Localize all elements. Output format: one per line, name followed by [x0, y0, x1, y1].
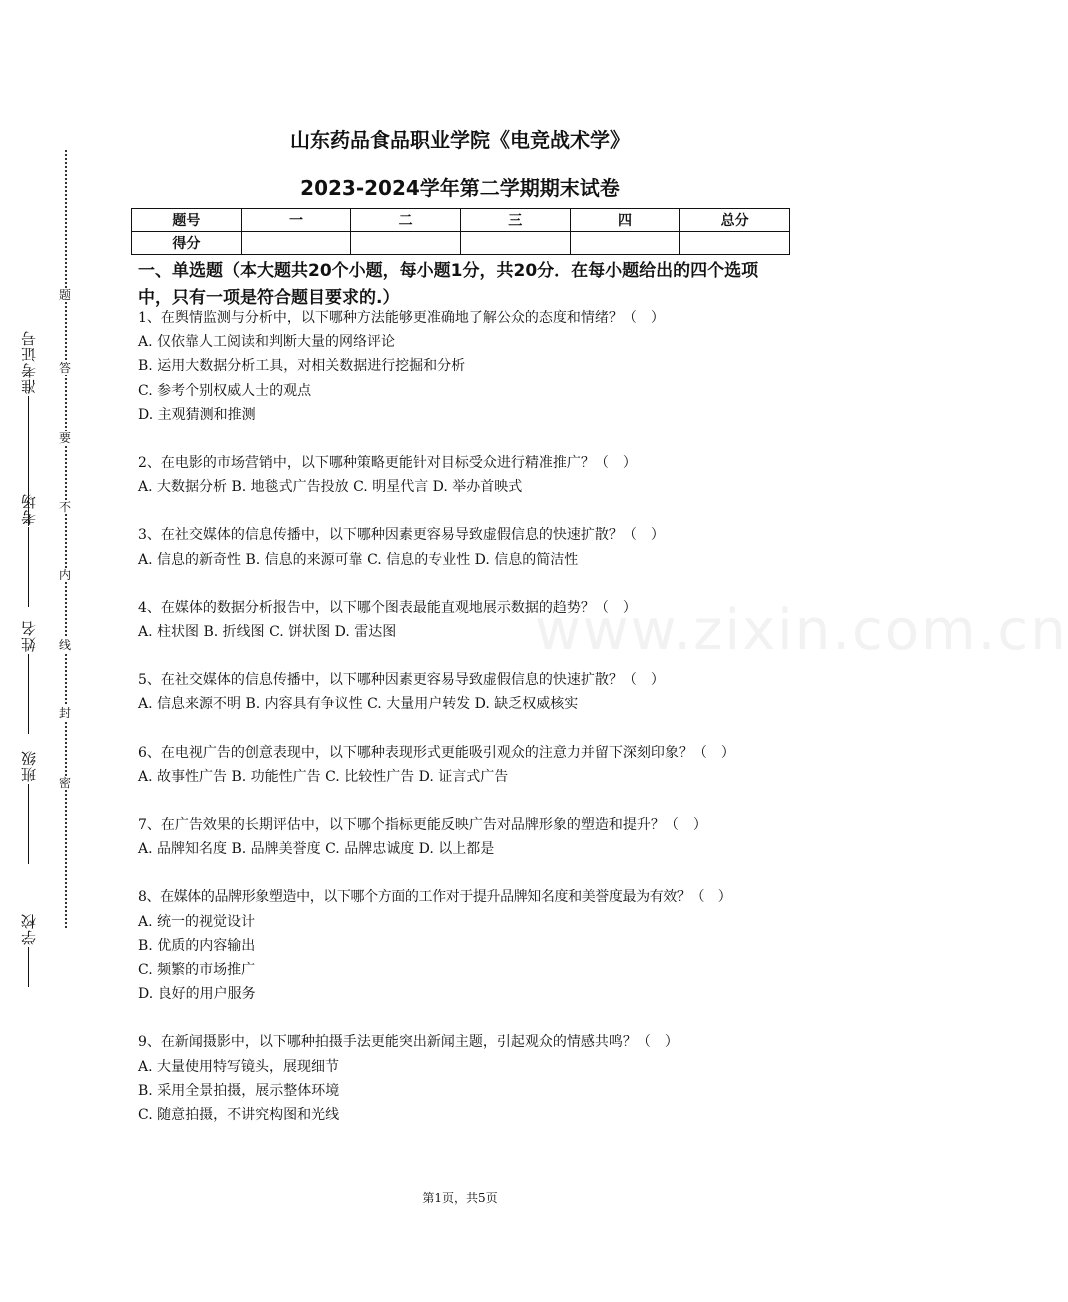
question-stem: 8、在媒体的品牌形象塑造中，以下哪个方面的工作对于提升品牌知名度和美誉度最为有效？（ ）	[138, 889, 732, 906]
question-option: A. 统一的视觉设计	[138, 913, 256, 930]
question-option: A. 品牌知名度 B. 品牌美誉度 C. 品牌忠诚度 D. 以上都是	[138, 841, 495, 858]
score-header-cell: 二	[351, 209, 461, 232]
school-label: 学校	[19, 913, 38, 945]
question-option: D. 良好的用户服务	[138, 986, 256, 1003]
question-list	[138, 306, 794, 1151]
exam-room-label: 考场	[19, 493, 38, 525]
score-table-score-row	[132, 232, 790, 255]
score-header-cell: 一	[241, 209, 351, 232]
exam-id-label: 准考证号	[19, 330, 38, 394]
seal-char-7: 封	[58, 706, 71, 720]
question-option: A. 仅依靠人工阅读和判断大量的网络评论	[138, 334, 396, 351]
question-option: C. 频繁的市场推广	[138, 962, 256, 979]
exam-room-field[interactable]	[12, 493, 44, 607]
question-option: C. 随意拍摄，不讲究构图和光线	[138, 1107, 340, 1124]
question-option: A. 信息的新奇性 B. 信息的来源可靠 C. 信息的专业性 D. 信息的简洁性	[138, 551, 579, 568]
class-blank-line	[28, 784, 29, 864]
question-stem: 4、在媒体的数据分析报告中，以下哪个图表最能直观地展示数据的趋势？（ ）	[138, 599, 637, 616]
question-stem: 1、在舆情监测与分析中，以下哪种方法能够更准确地了解公众的态度和情绪？（ ）	[138, 310, 665, 326]
score-header-cell: 三	[460, 209, 570, 232]
exam-title-line2: 2023-2024学年第二学期期末试卷	[300, 176, 620, 200]
class-field[interactable]	[12, 750, 44, 864]
score-cell-1[interactable]	[241, 232, 351, 255]
question-option: A. 大量使用特写镜头，展现细节	[138, 1058, 340, 1075]
score-cell-total[interactable]	[680, 232, 790, 255]
question-option: B. 优质的内容输出	[138, 937, 256, 954]
question-stem: 7、在广告效果的长期评估中，以下哪个指标更能反映广告对品牌形象的塑造和提升？（ ）	[138, 817, 707, 834]
score-cell-3[interactable]	[460, 232, 570, 255]
score-table	[131, 208, 790, 255]
name-field[interactable]	[12, 620, 44, 734]
question-2	[138, 451, 794, 499]
question-8	[138, 885, 794, 1006]
question-option: A. 大数据分析 B. 地毯式广告投放 C. 明星代言 D. 举办首映式	[138, 479, 523, 496]
seal-char-1: 题	[58, 288, 71, 302]
question-stem: 5、在社交媒体的信息传播中，以下哪种因素更容易导致虚假信息的快速扩散？（ ）	[138, 672, 665, 689]
seal-char-6: 线	[58, 638, 71, 652]
question-stem: 3、在社交媒体的信息传播中，以下哪种因素更容易导致虚假信息的快速扩散？（ ）	[138, 527, 665, 544]
question-option: A. 柱状图 B. 折线图 C. 饼状图 D. 雷达图	[138, 624, 397, 641]
question-5	[138, 668, 794, 716]
score-cell-2[interactable]	[351, 232, 461, 255]
seal-dotted-line	[65, 150, 67, 928]
school-field[interactable]	[12, 913, 44, 987]
question-stem: 9、在新闻摄影中，以下哪种拍摄手法更能突出新闻主题，引起观众的情感共鸣？（ ）	[138, 1034, 679, 1051]
page-number: 第1页，共5页	[422, 1191, 498, 1205]
seal-char-5: 内	[58, 568, 71, 582]
exam-title-line1: 山东药品食品职业学院《电竞战术学》	[290, 128, 630, 152]
score-header-cell: 四	[570, 209, 680, 232]
question-option: C. 参考个别权威人士的观点	[138, 382, 312, 399]
name-blank-line	[28, 654, 29, 734]
question-1	[138, 306, 794, 427]
seal-char-3: 要	[58, 431, 71, 445]
question-stem: 2、在电影的市场营销中，以下哪种策略更能针对目标受众进行精准推广？（ ）	[138, 455, 637, 472]
name-label: 姓名	[19, 620, 38, 652]
question-stem: 6、在电视广告的创意表现中，以下哪种表现形式更能吸引观众的注意力并留下深刻印象？（ ）	[138, 744, 735, 761]
seal-char-2: 答	[58, 361, 71, 375]
score-table-header-row	[132, 209, 790, 232]
question-7	[138, 813, 794, 861]
question-9	[138, 1030, 794, 1127]
exam-room-blank-line	[28, 527, 29, 607]
seal-char-8: 密	[58, 776, 71, 790]
section-heading: 一、单选题（本大题共20个小题，每小题1分，共20分．在每小题给出的四个选项中，只有一项是符合题目要求的.）	[138, 261, 759, 308]
seal-char-4: 不	[58, 500, 71, 514]
question-option: D. 主观猜测和推测	[138, 406, 256, 423]
score-row-label: 得分	[132, 232, 242, 255]
question-3	[138, 523, 794, 571]
class-label: 班级	[19, 750, 38, 782]
score-header-cell: 总分	[680, 209, 790, 232]
question-option: B. 采用全景拍摄，展示整体环境	[138, 1082, 340, 1099]
watermark: www.zixin.com.cn	[535, 598, 1068, 663]
question-option: A. 故事性广告 B. 功能性广告 C. 比较性广告 D. 证言式广告	[138, 768, 509, 785]
question-option: B. 运用大数据分析工具，对相关数据进行挖掘和分析	[138, 358, 466, 375]
score-cell-4[interactable]	[570, 232, 680, 255]
score-header-cell: 题号	[132, 209, 242, 232]
school-blank-line	[28, 947, 29, 987]
question-6	[138, 741, 794, 789]
question-option: A. 信息来源不明 B. 内容具有争议性 C. 大量用户转发 D. 缺乏权威核实	[138, 696, 579, 713]
